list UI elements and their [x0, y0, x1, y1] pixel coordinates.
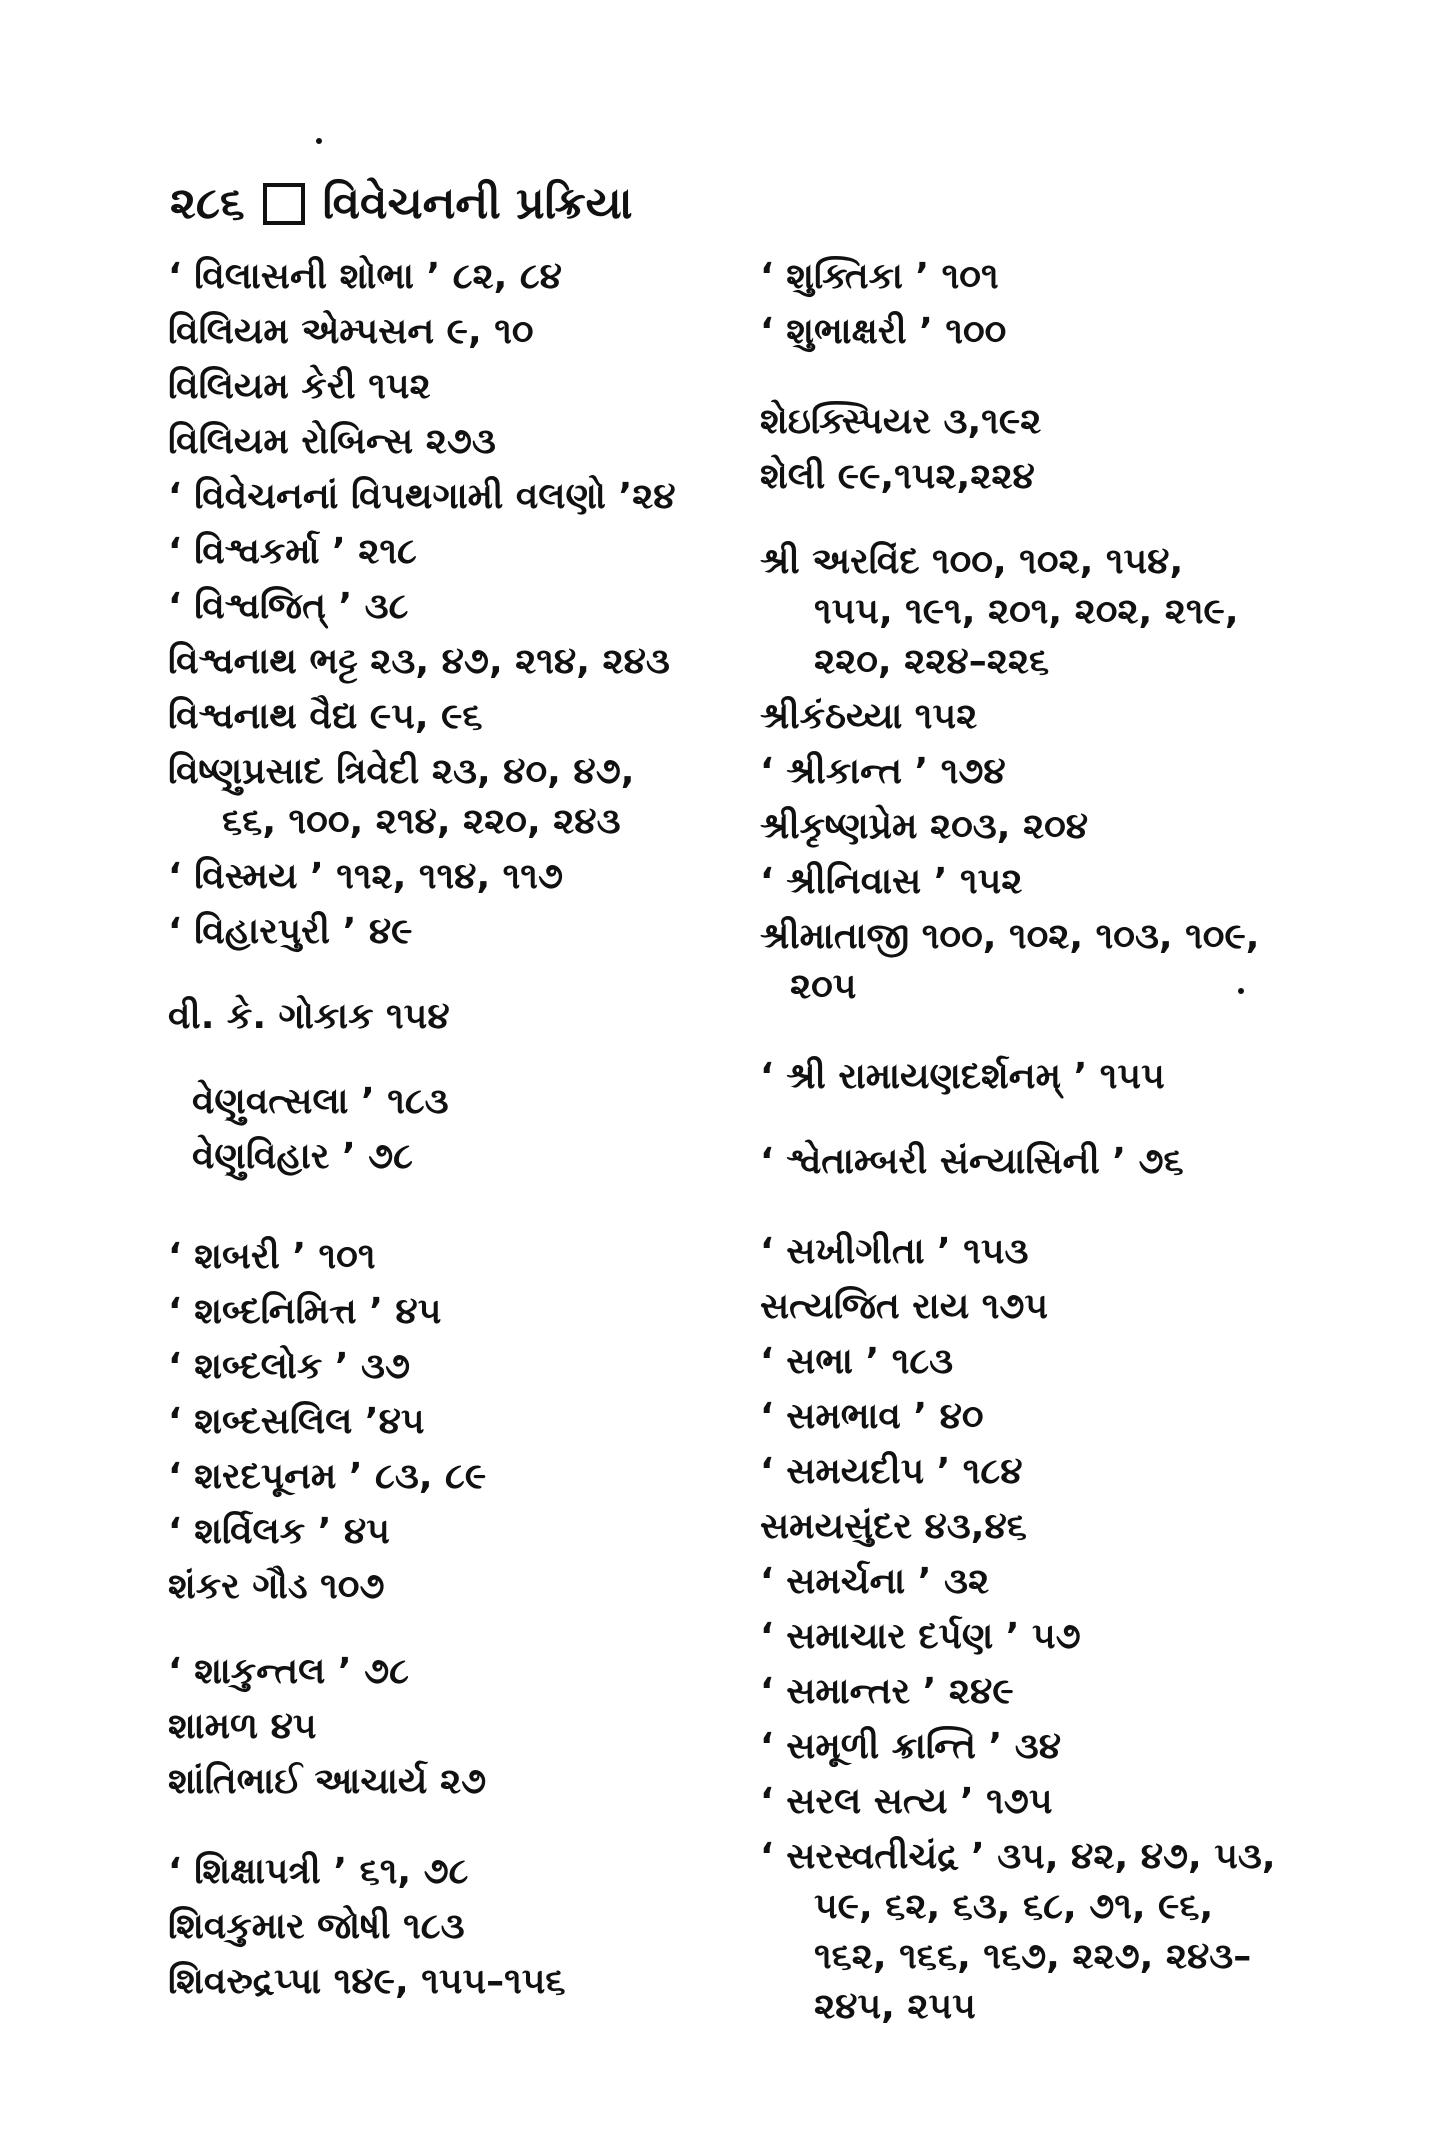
index-entry: વેણુવિહાર ’ ૭૮: [192, 1136, 413, 1177]
running-header: [170, 178, 632, 229]
index-entry: શ્રીમાતાજી ૧૦૦, ૧૦૨, ૧૦૩, ૧૦૯, ૨૦૫: [760, 916, 1260, 1007]
book-title: વિવેચનની પ્રક્રિયા: [322, 178, 633, 229]
index-entry: ‘ શરદપૂનમ ’ ૮૩, ૮૯: [168, 1456, 487, 1497]
index-entry: વિલિયમ કેરી ૧૫૨: [168, 366, 431, 407]
index-entry: ‘ વિલાસની શોભા ’ ૮૨, ૮૪: [168, 256, 562, 297]
index-entry: વિષ્ણુપ્રસાદ ત્રિવેદી ૨૩, ૪૦, ૪૭, ૬૬, ૧૦૦, ૨૧૪, ૨૨૦, ૨૪૩: [168, 751, 635, 842]
index-entry: શ્રીકૃષ્ણપ્રેમ ૨૦૩, ૨૦૪: [760, 806, 1089, 847]
index-entry: ‘ શ્રીનિવાસ ’ ૧૫૨: [760, 861, 1023, 902]
index-entry: વિલિયમ એમ્પસન ૯, ૧૦: [168, 311, 534, 352]
index-entry: ‘ સમાચાર દર્પણ ’ ૫૭: [760, 1616, 1081, 1657]
index-entry: ‘ સમર્ચના ’ ૩૨: [760, 1561, 990, 1602]
index-entry: ‘ સભા ’ ૧૮૩: [760, 1341, 954, 1382]
index-entry: ‘ સખીગીતા ’ ૧૫૩: [760, 1231, 1029, 1272]
index-entry: ‘ સમૂળી ક્રાન્તિ ’ ૩૪: [760, 1726, 1062, 1767]
index-entry: ‘ શાકુન્તલ ’ ૭૮: [168, 1651, 409, 1692]
index-entry: ‘ શબરી ’ ૧૦૧: [168, 1236, 376, 1277]
index-entry: વિશ્વનાથ ભટ્ટ ૨૩, ૪૭, ૨૧૪, ૨૪૩: [168, 641, 670, 682]
index-entry: શામળ ૪૫: [168, 1706, 317, 1747]
index-entry: શાંતિભાઈ આચાર્ય ૨૭: [168, 1761, 487, 1802]
index-entry: ‘ શ્વેતામ્બરી સંન્યાસિની ’ ૭૬: [760, 1141, 1184, 1182]
index-entry: શ્રી અરવિંદ ૧૦૦, ૧૦૨, ૧૫૪, ૧૫૫, ૧૯૧, ૨૦૧, ૨૦૨, ૨૧૯, ૨૨૦, ૨૨૪–૨૨૬: [760, 541, 1239, 682]
index-entry: સમયસુંદર ૪૩,૪૬: [760, 1506, 1027, 1547]
index-entry: વી. કે. ગોકાક ૧૫૪: [168, 996, 450, 1037]
index-entry: શેલી ૯૯,૧૫૨,૨૨૪: [760, 456, 1035, 497]
index-entry: ‘ શ્રીકાન્ત ’ ૧૭૪: [760, 751, 1006, 792]
index-entry: શિવકુમાર જોષી ૧૮૩: [168, 1906, 465, 1947]
index-entry: વેણુવત્સલા ’ ૧૮૩: [192, 1081, 449, 1122]
index-entry: ‘ શબ્દનિમિત્ત ’ ૪૫: [168, 1291, 442, 1332]
index-entry: શેઇક્સ્પિયર ૩,૧૯૨: [760, 401, 1042, 442]
index-entry: ‘ વિશ્વકર્મા ’ ૨૧૮: [168, 531, 417, 572]
index-entry: સત્યજિત રાય ૧૭૫: [760, 1286, 1049, 1327]
index-entry: ‘ વિશ્વજિત્ ’ ૩૮: [168, 586, 409, 627]
index-entry: ‘ શુભાક્ષરી ’ ૧૦૦: [760, 311, 1007, 352]
index-entry: ‘ સરલ સત્ય ’ ૧૭૫: [760, 1781, 1053, 1822]
index-entry: વિશ્વનાથ વૈદ્ય ૯૫, ૯૬: [168, 696, 483, 737]
print-speck: [316, 138, 322, 144]
index-entry: ‘ શુક્તિકા ’ ૧૦૧: [760, 256, 999, 297]
index-entry: ‘ શર્વિલક ’ ૪૫: [168, 1511, 390, 1552]
index-entry: ‘ સરસ્વતીચંદ્ર ’ ૩૫, ૪૨, ૪૭, ૫૩, ૫૯, ૬૨, ૬૩, ૬૮, ૭૧, ૯૬, ૧૬૨, ૧૬૬, ૧૬૭, ૨૨૭, ૨૪૩– ૨૪૫, ૨૫૫: [760, 1836, 1276, 2027]
index-entry: શંકર ગૌડ ૧૦૭: [168, 1566, 385, 1607]
index-entry: શિવરુદ્રપ્પા ૧૪૯, ૧૫૫–૧૫૬: [168, 1961, 566, 2002]
index-entry: ‘ વિહારપુરી ’ ૪૯: [168, 911, 413, 952]
index-entry: ‘ સમાન્તર ’ ૨૪૯: [760, 1671, 1014, 1712]
index-entry: વિલિયમ રોબિન્સ ૨૭૩: [168, 421, 496, 462]
index-entry: ‘ વિસ્મય ’ ૧૧૨, ૧૧૪, ૧૧૭: [168, 856, 563, 897]
index-entry: ‘ વિવેચનનાં વિપથગામી વલણો ’૨૪: [168, 476, 676, 517]
index-entry: ‘ શ્રી રામાયણદર્શનમ્ ’ ૧૫૫: [760, 1056, 1165, 1097]
square-icon: [263, 183, 305, 225]
index-entry: શ્રીકંઠય્યા ૧૫૨: [760, 696, 978, 737]
page-number: ૨૮૬: [170, 178, 245, 229]
index-entry: ‘ સમભાવ ’ ૪૦: [760, 1396, 984, 1437]
index-entry: ‘ સમયદીપ ’ ૧૮૪: [760, 1451, 1023, 1492]
index-entry: ‘ શબ્દસલિલ ’૪૫: [168, 1401, 425, 1442]
index-entry: ‘ શિક્ષાપત્રી ’ ૬૧, ૭૮: [168, 1851, 469, 1892]
index-entry: ‘ શબ્દલોક ’ ૩૭: [168, 1346, 411, 1387]
